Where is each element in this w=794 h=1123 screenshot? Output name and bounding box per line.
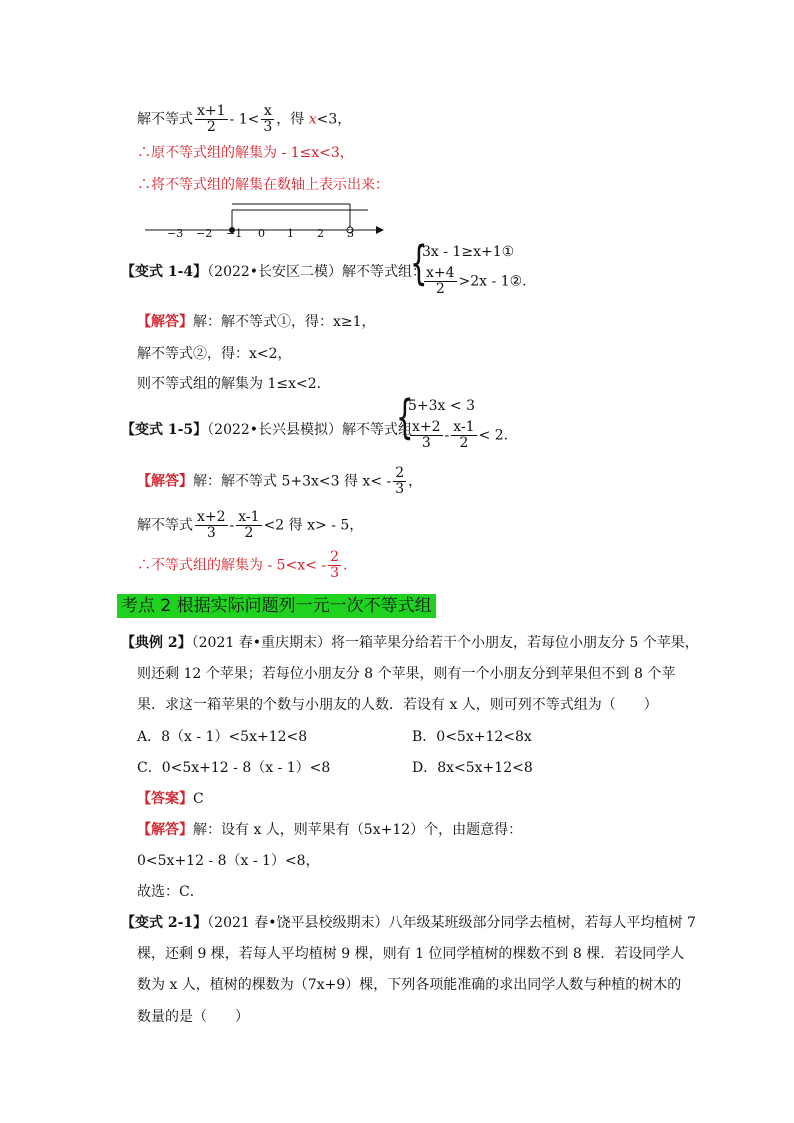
section-heading: 考点 2 根据实际问题列一元一次不等式组 [117,596,436,617]
variant-2-1-line: 棵，还剩 9 棵，若每人平均植树 9 棵，则有 1 位同学植树的棵数不到 8 棵．若设同学人 [137,946,685,962]
inequality-system: { 3x - 1≥x+1① $\frac{x+4}{2}$ >2x - 1②. [410,236,527,297]
answer-line: 则不等式组的解集为 1≤x<2． [137,376,331,392]
answer-line: ∴不等式组的解集为 - 5<x< - $\frac{2}{3}$ . [137,549,348,581]
example-2-line: 果．求这一箱苹果的个数与小朋友的人数．若设有 x 人，则可列不等式组为（ ） [137,697,658,713]
inequality-system: { 5+3x < 3 $\frac{x+2}{3}$ - $\frac{x-1}{2}$ < 2. [396,390,509,451]
tick-label: −3 [167,227,184,240]
tick-label: 0 [258,227,265,240]
variant-1-5-header: 【变式 1-5】（2022•长兴县模拟）解不等式组 [121,422,413,438]
tick-label: −2 [196,227,213,240]
solution-line: 0<5x+12 - 8（x - 1）<8， [137,853,320,869]
tick-label: 1 [287,227,294,240]
fraction: $\frac{x}{3}$ [263,103,273,135]
numberline-labels [140,224,390,240]
option-b: B．0<5x+12<8x [412,729,532,745]
ineq-line-1: 解不等式 $\frac{x+1}{2}$ - 1< $\frac{x}{3}$ ，得 x<3， [137,103,352,135]
variant-2-1-line: 数量的是（ ） [137,1009,249,1025]
variant-2-1-line: 数为 x 人，植树的棵数为（7x+9）棵，下列各项能准确的求出同学人数与种植的树木的 [137,977,682,993]
tick-label: 2 [317,227,324,240]
tick-label: 3 [347,227,354,240]
solution-set-line: ∴原不等式组的解集为 - 1≤x<3， [137,145,354,161]
example-2-line: 【典例 2】（2021 春•重庆期末）将一箱苹果分给若干个小朋友，若每位小朋友分 5 个苹果， [121,635,699,651]
option-d: D．8x<5x+12<8 [412,760,533,776]
numberline-intro: ∴将不等式组的解集在数轴上表示出来： [137,177,389,193]
option-c: C．0<5x+12 - 8（x - 1）<8 [137,760,331,776]
answer-line: 解不等式 $\frac{x+2}{3}$ - $\frac{x-1}{2}$ <2 得 x> - 5， [137,509,364,541]
option-a: A．8（x - 1）<5x+12<8 [137,729,308,745]
answer-line: 解不等式②，得：x<2， [137,346,292,362]
solution-line: 【解答】解：设有 x 人，则苹果有（5x+12）个，由题意得： [137,822,523,838]
answer-line: 【解答】解：解不等式 5+3x<3 得 x< - $\frac{2}{3}$ ， [137,465,423,497]
solution-line: 故选：C． [137,884,204,900]
tick-label: −1 [226,227,243,240]
fraction: $\frac{x+1}{2}$ [197,103,226,135]
answer-line: 【解答】解：解不等式①，得：x≥1， [137,314,376,330]
variant-1-4-header: 【变式 1-4】（2022•长安区二模）解不等式组： [121,264,427,280]
example-2-line: 则还剩 12 个苹果；若每位小朋友分 8 个苹果，则有一个小朋友分到苹果但不到 8 个苹 [137,666,676,682]
variant-2-1-line: 【变式 2-1】（2021 春•饶平县校级期末）八年级某班级部分同学去植树，若每人平均植树 7 [121,915,696,931]
answer-line: 【答案】C [137,791,204,807]
